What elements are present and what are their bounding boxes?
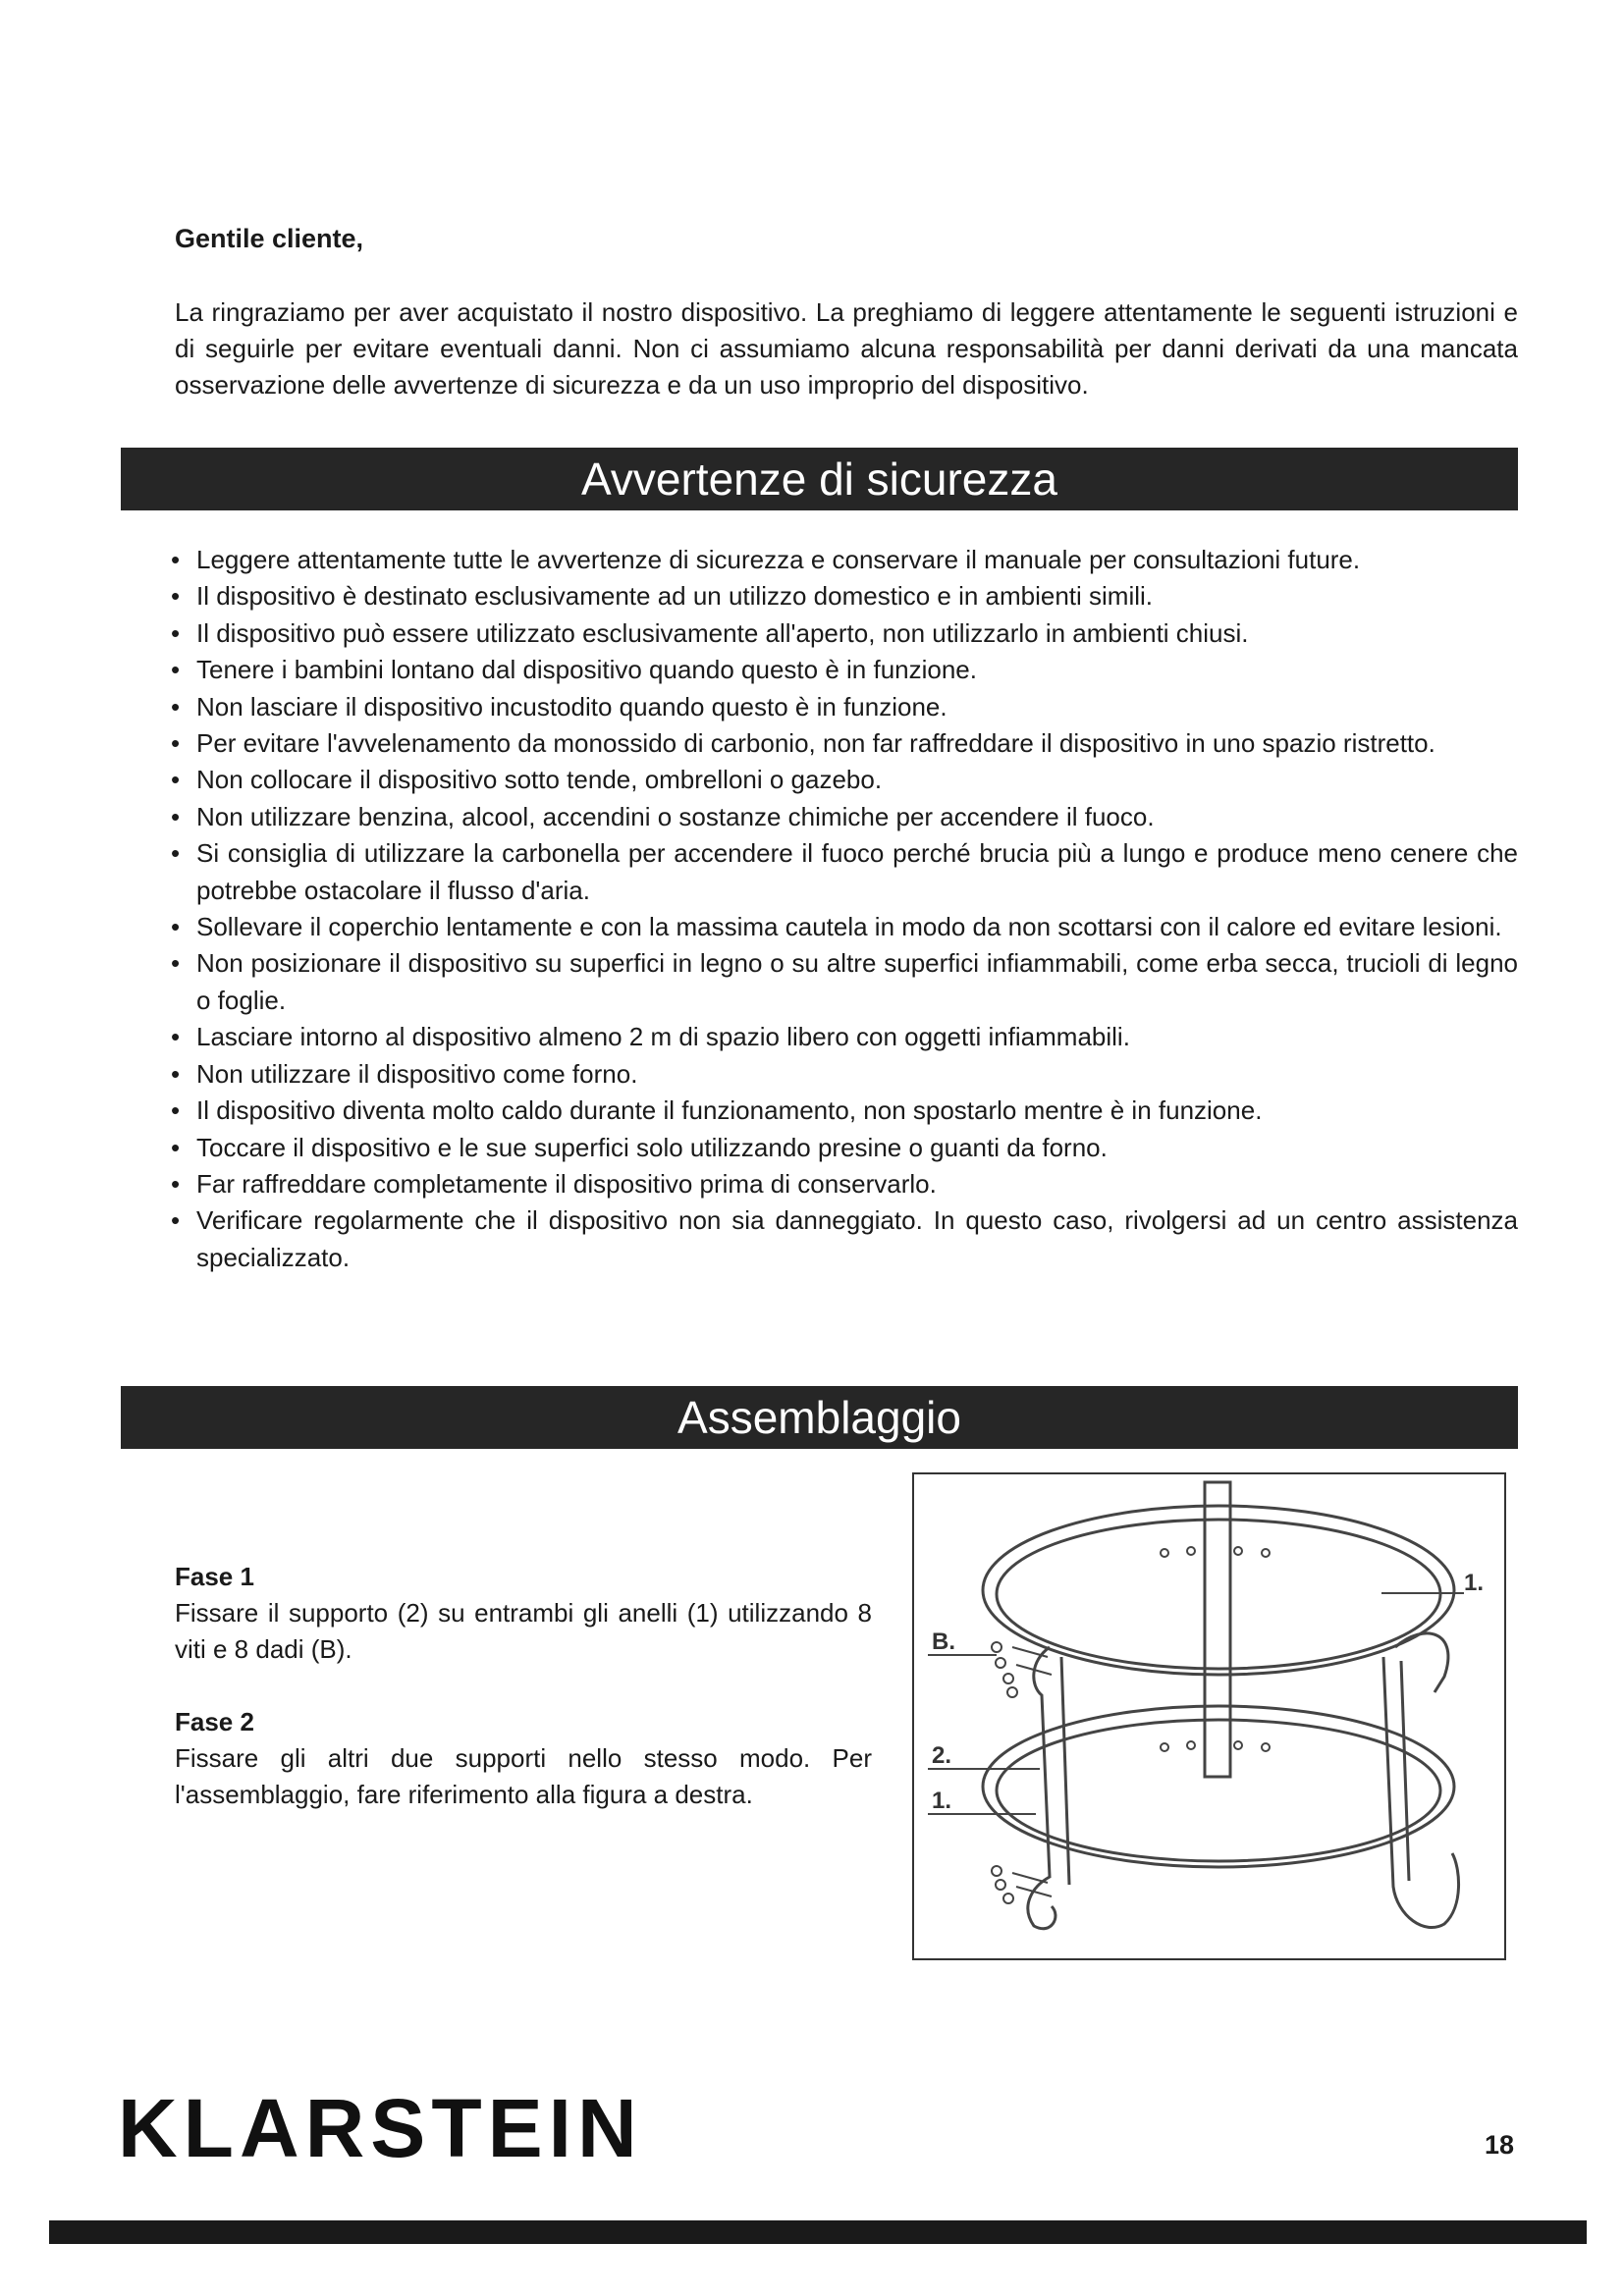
list-item: • Non lasciare il dispositivo incustodito quando questo è in funzione.: [171, 689, 1518, 725]
center-support-shape: [1205, 1482, 1230, 1777]
list-item: • Verificare regolarmente che il dispositivo non sia danneggiato. In questo caso, rivolgersi ad un centro assistenza specializzato.: [171, 1202, 1518, 1276]
list-item: • Non collocare il dispositivo sotto tende, ombrelloni o gazebo.: [171, 762, 1518, 798]
left-leg-shape: [1028, 1647, 1056, 1929]
label-ring-left: 1.: [932, 1788, 952, 1814]
right-leg-shape: [1383, 1657, 1459, 1928]
list-item: • Il dispositivo diventa molto caldo durante il funzionamento, non spostarlo mentre è in funzione.: [171, 1093, 1518, 1129]
list-item: • Far raffreddare completamente il dispositivo prima di conservarlo.: [171, 1166, 1518, 1202]
list-item: • Leggere attentamente tutte le avvertenze di sicurezza e conservare il manuale per consultazioni future.: [171, 542, 1518, 578]
list-item: • Tenere i bambini lontano dal dispositivo quando questo è in funzione.: [171, 652, 1518, 688]
assembly-diagram: [914, 1474, 1504, 1958]
list-item: • Il dispositivo può essere utilizzato esclusivamente all'aperto, non utilizzarlo in ambienti chiusi.: [171, 615, 1518, 652]
list-item: • Lasciare intorno al dispositivo almeno 2 m di spazio libero con oggetti infiammabili.: [171, 1019, 1518, 1055]
step-text: Fissare gli altri due supporti nello stesso modo. Per l'assemblaggio, fare riferimento alla figura a destra.: [175, 1743, 872, 1809]
assembly-step-1: [175, 1559, 872, 1668]
page-number: 18: [1484, 2130, 1514, 2160]
step-title: Fase 1: [175, 1562, 254, 1591]
list-item: • Toccare il dispositivo e le sue superfici solo utilizzando presine o guanti da forno.: [171, 1130, 1518, 1166]
label-screws: B.: [932, 1629, 955, 1655]
list-item: • Si consiglia di utilizzare la carbonella per accendere il fuoco perché brucia più a lungo e produce meno cenere che potrebbe ostacolare il flusso d'aria.: [171, 835, 1518, 909]
list-item: • Non utilizzare il dispositivo come forno.: [171, 1056, 1518, 1093]
list-item: • Non utilizzare benzina, alcool, accendini o sostanze chimiche per accendere il fuoco.: [171, 799, 1518, 835]
intro-paragraph: La ringraziamo per aver acquistato il nostro dispositivo. La preghiamo di leggere attentamente le seguenti istruzioni e di seguirle per evitare eventuali danni. Non ci assumiamo alcuna responsabilità per danni derivati da una mancata osservazione delle avvertenze di sicurezza e da un uso improprio del dispositivo.: [175, 297, 1518, 400]
footer-bar: [49, 2220, 1587, 2244]
safety-heading: Avvertenze di sicurezza: [121, 448, 1518, 510]
assembly-figure: [912, 1472, 1506, 1960]
list-item: • Il dispositivo è destinato esclusivamente ad un utilizzo domestico e in ambienti simili.: [171, 578, 1518, 614]
list-item: • Non posizionare il dispositivo su superfici in legno o su altre superfici infiammabili, come erba secca, trucioli di legno o foglie.: [171, 945, 1518, 1019]
list-item: • Sollevare il coperchio lentamente e con la massima cautela in modo da non scottarsi con il calore ed evitare lesioni.: [171, 909, 1518, 945]
leader-lines: [928, 1593, 1464, 1814]
list-item: • Per evitare l'avvelenamento da monossido di carbonio, non far raffreddare il dispositivo in uno spazio ristretto.: [171, 725, 1518, 762]
brand-logo: KLARSTEIN: [118, 2082, 643, 2174]
step-title: Fase 2: [175, 1707, 254, 1736]
left-leg-inner-shape: [1061, 1657, 1069, 1885]
label-ring-top: 1.: [1464, 1570, 1485, 1596]
safety-list: [171, 542, 1518, 1276]
greeting: Gentile cliente,: [175, 224, 364, 253]
label-support: 2.: [932, 1742, 952, 1769]
right-leg-inner-shape: [1401, 1661, 1409, 1881]
assembly-step-2: [175, 1704, 872, 1813]
step-text: Fissare il supporto (2) su entrambi gli anelli (1) utilizzando 8 viti e 8 dadi (B).: [175, 1598, 872, 1664]
assembly-heading: Assemblaggio: [121, 1386, 1518, 1449]
screws: [992, 1642, 1052, 1903]
